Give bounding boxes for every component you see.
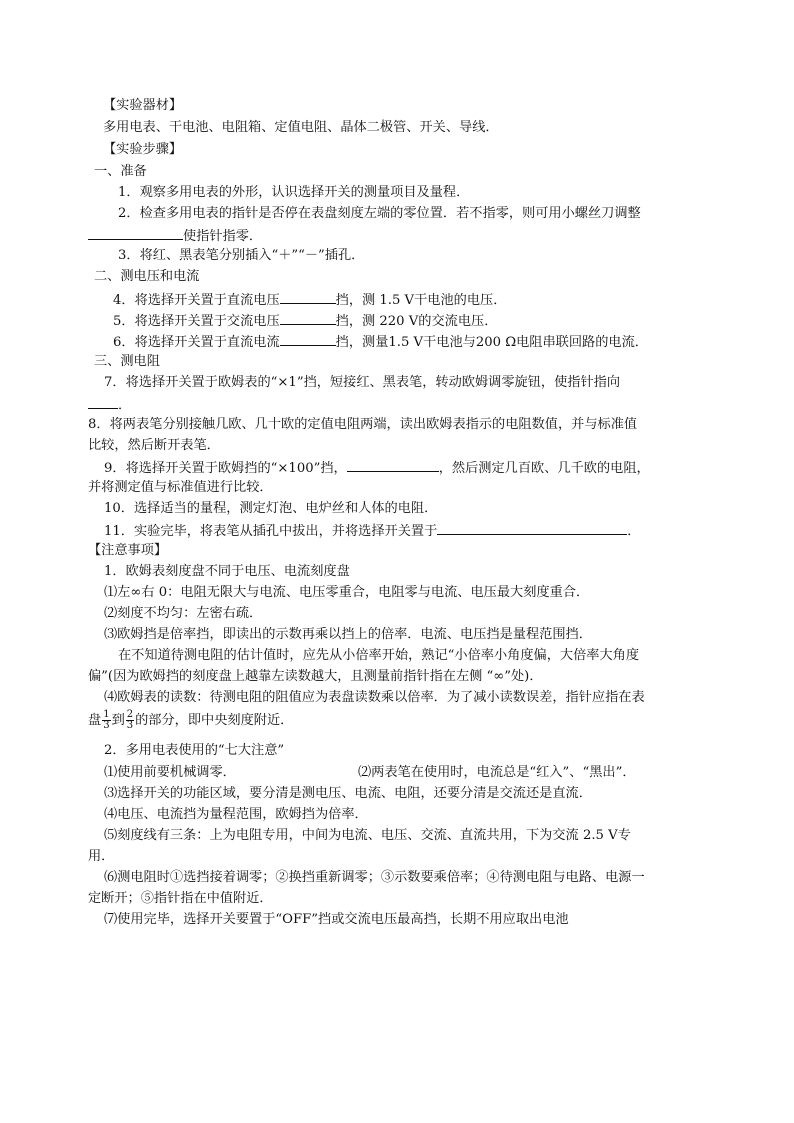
note-1-4-pre: 盘 (88, 713, 102, 728)
step-9-line2: 并将测定值与标准值进行比较． (88, 480, 273, 495)
equipment-list: 多用电表、干电池、电阻箱、定值电阻、晶体二极管、开关、导线． (103, 120, 499, 135)
note-1-4-post: 的部分，即中央刻度附近． (135, 713, 294, 728)
fill-blank[interactable] (280, 289, 336, 304)
step-11-text-b: ． (627, 524, 641, 539)
part-heading-resistance: 三、测电阻 (94, 354, 160, 369)
note-2-6-line2: 定断开；⑤指针指在中值附近． (88, 891, 273, 906)
part-heading-voltage-current: 二、测电压和电流 (94, 269, 200, 284)
step-2-line1: 2．检查多用电表的指针是否停在表盘刻度左端的零位置．若不指零，则可用小螺丝刀调整 (118, 206, 641, 221)
step-7-text: ． (118, 398, 132, 413)
step-8-line1: 8．将两表笔分别接触几欧、几十欧的定值电阻两端，读出欧姆表指示的电阻数值，并与标准值 (88, 417, 638, 432)
fraction-denominator: 3 (103, 720, 110, 731)
note-2-5-line2: 用． (88, 849, 115, 864)
step-10: 10．选择适当的量程，测定灯泡、电炉丝和人体的电阻． (104, 501, 438, 516)
step-4 (113, 289, 506, 311)
note-2-7: ⑺使用完毕，选择开关要置于“OFF”挡或交流电压最高挡，长期不用应取出电池 (104, 912, 569, 927)
note-2-3: ⑶选择开关的功能区域，要分清是测电压、电流、电阻，还要分清是交流还是直流． (104, 786, 592, 801)
step-9-text-a: 9．将选择开关置于欧姆挡的“×100”挡， (104, 461, 347, 476)
step-11-text-a: 11．实验完毕，将表笔从插孔中拔出，并将选择开关置于 (104, 524, 438, 539)
fill-blank[interactable] (88, 225, 183, 240)
step-3: 3．将红、黑表笔分别插入“＋”“－”插孔． (118, 248, 365, 263)
step-9-text-b: ，然后测定几百欧、几千欧的电阻， (438, 461, 650, 476)
fraction-two-thirds (126, 710, 134, 731)
note-2-6: ⑹测电阻时①选挡接着调零；②换挡重新调零；③示数要乘倍率；④待测电阻与电路、电源一 (104, 870, 645, 885)
note-1: 1．欧姆表刻度盘不同于电压、电流刻度盘 (104, 564, 350, 579)
fraction-one-third (102, 710, 110, 731)
step-5-text-b: 挡，测 220 V的交流电压． (335, 314, 498, 329)
fraction-numerator: 1 (103, 709, 110, 720)
note-2-1: ⑴使用前要机械调零． (104, 765, 236, 780)
step-4-text-b: 挡，测 1.5 V干电池的电压． (335, 293, 507, 308)
fill-blank[interactable] (437, 520, 627, 535)
note-2-2: ⑵两表笔在使用时，电流总是“红入”、“黑出”． (358, 765, 636, 780)
section-heading-notes: 【注意事项】 (88, 543, 168, 558)
note-2-4: ⑷电压、电流挡为量程范围，欧姆挡为倍率． (104, 807, 368, 822)
note-1-4-mid: 到 (111, 713, 125, 728)
step-1: 1．观察多用电表的外形，认识选择开关的测量项目及量程． (118, 185, 470, 200)
step-2-text: 使指针指零． (183, 229, 263, 244)
step-2-line2 (88, 225, 262, 247)
section-heading-steps: 【实验步骤】 (103, 142, 183, 157)
step-7-line1: 7．将选择开关置于欧姆表的“×1”挡，短接红、黑表笔，转动欧姆调零旋钮，使指针指向 (104, 375, 621, 390)
fraction-denominator: 3 (126, 720, 134, 731)
step-4-text-a: 4．将选择开关置于直流电压 (113, 293, 280, 308)
step-7-line2 (88, 394, 131, 416)
note-2-5: ⑸刻度线有三条：上为电阻专用，中间为电流、电压、交流、直流共用，下为交流 2.5 V专 (104, 828, 631, 843)
note-1-2: ⑵刻度不均匀：左密右疏． (104, 606, 263, 621)
note-2: 2．多用电表使用的“七大注意” (104, 743, 285, 758)
note-1-3: ⑶欧姆挡是倍率挡，即读出的示数再乘以挡上的倍率．电流、电压挡是量程范围挡． (104, 627, 592, 642)
note-1-4: ⑷欧姆表的读数：待测电阻的阻值应为表盘读数乘以倍率．为了减小读数误差，指针应指在表 (104, 690, 645, 705)
fraction-numerator: 2 (126, 709, 134, 720)
fill-blank[interactable] (88, 394, 118, 409)
fill-blank[interactable] (280, 310, 336, 325)
step-6-text-a: 6．将选择开关置于直流电流 (113, 335, 280, 350)
step-5 (113, 310, 497, 332)
fill-blank[interactable] (280, 331, 336, 346)
note-1-4-line2 (88, 710, 293, 731)
step-9-line1 (104, 457, 650, 479)
step-8-line2: 比较，然后断开表笔． (88, 438, 220, 453)
part-heading-prepare: 一、准备 (94, 164, 147, 179)
note-1-1: ⑴左∞右 0：电阻无限大与电流、电压零重合，电阻零与电流、电压最大刻度重合． (104, 585, 590, 600)
step-6 (113, 331, 648, 353)
step-6-text-b: 挡，测量1.5 V干电池与200 Ω电阻串联回路的电流． (335, 335, 648, 350)
section-heading-equipment: 【实验器材】 (103, 98, 183, 113)
fill-blank[interactable] (347, 457, 439, 472)
step-5-text-a: 5．将选择开关置于交流电压 (113, 314, 280, 329)
step-11 (104, 520, 640, 542)
note-1-3-line3: 偏”(因为欧姆挡的刻度盘上越靠左读数越大，且测量前指针指在左侧 “∞”处)． (88, 669, 543, 684)
note-1-3-line2: 在不知道待测电阻的估计值时，应先从小倍率开始，熟记“小倍率小角度偏，大倍率大角度 (118, 648, 640, 663)
